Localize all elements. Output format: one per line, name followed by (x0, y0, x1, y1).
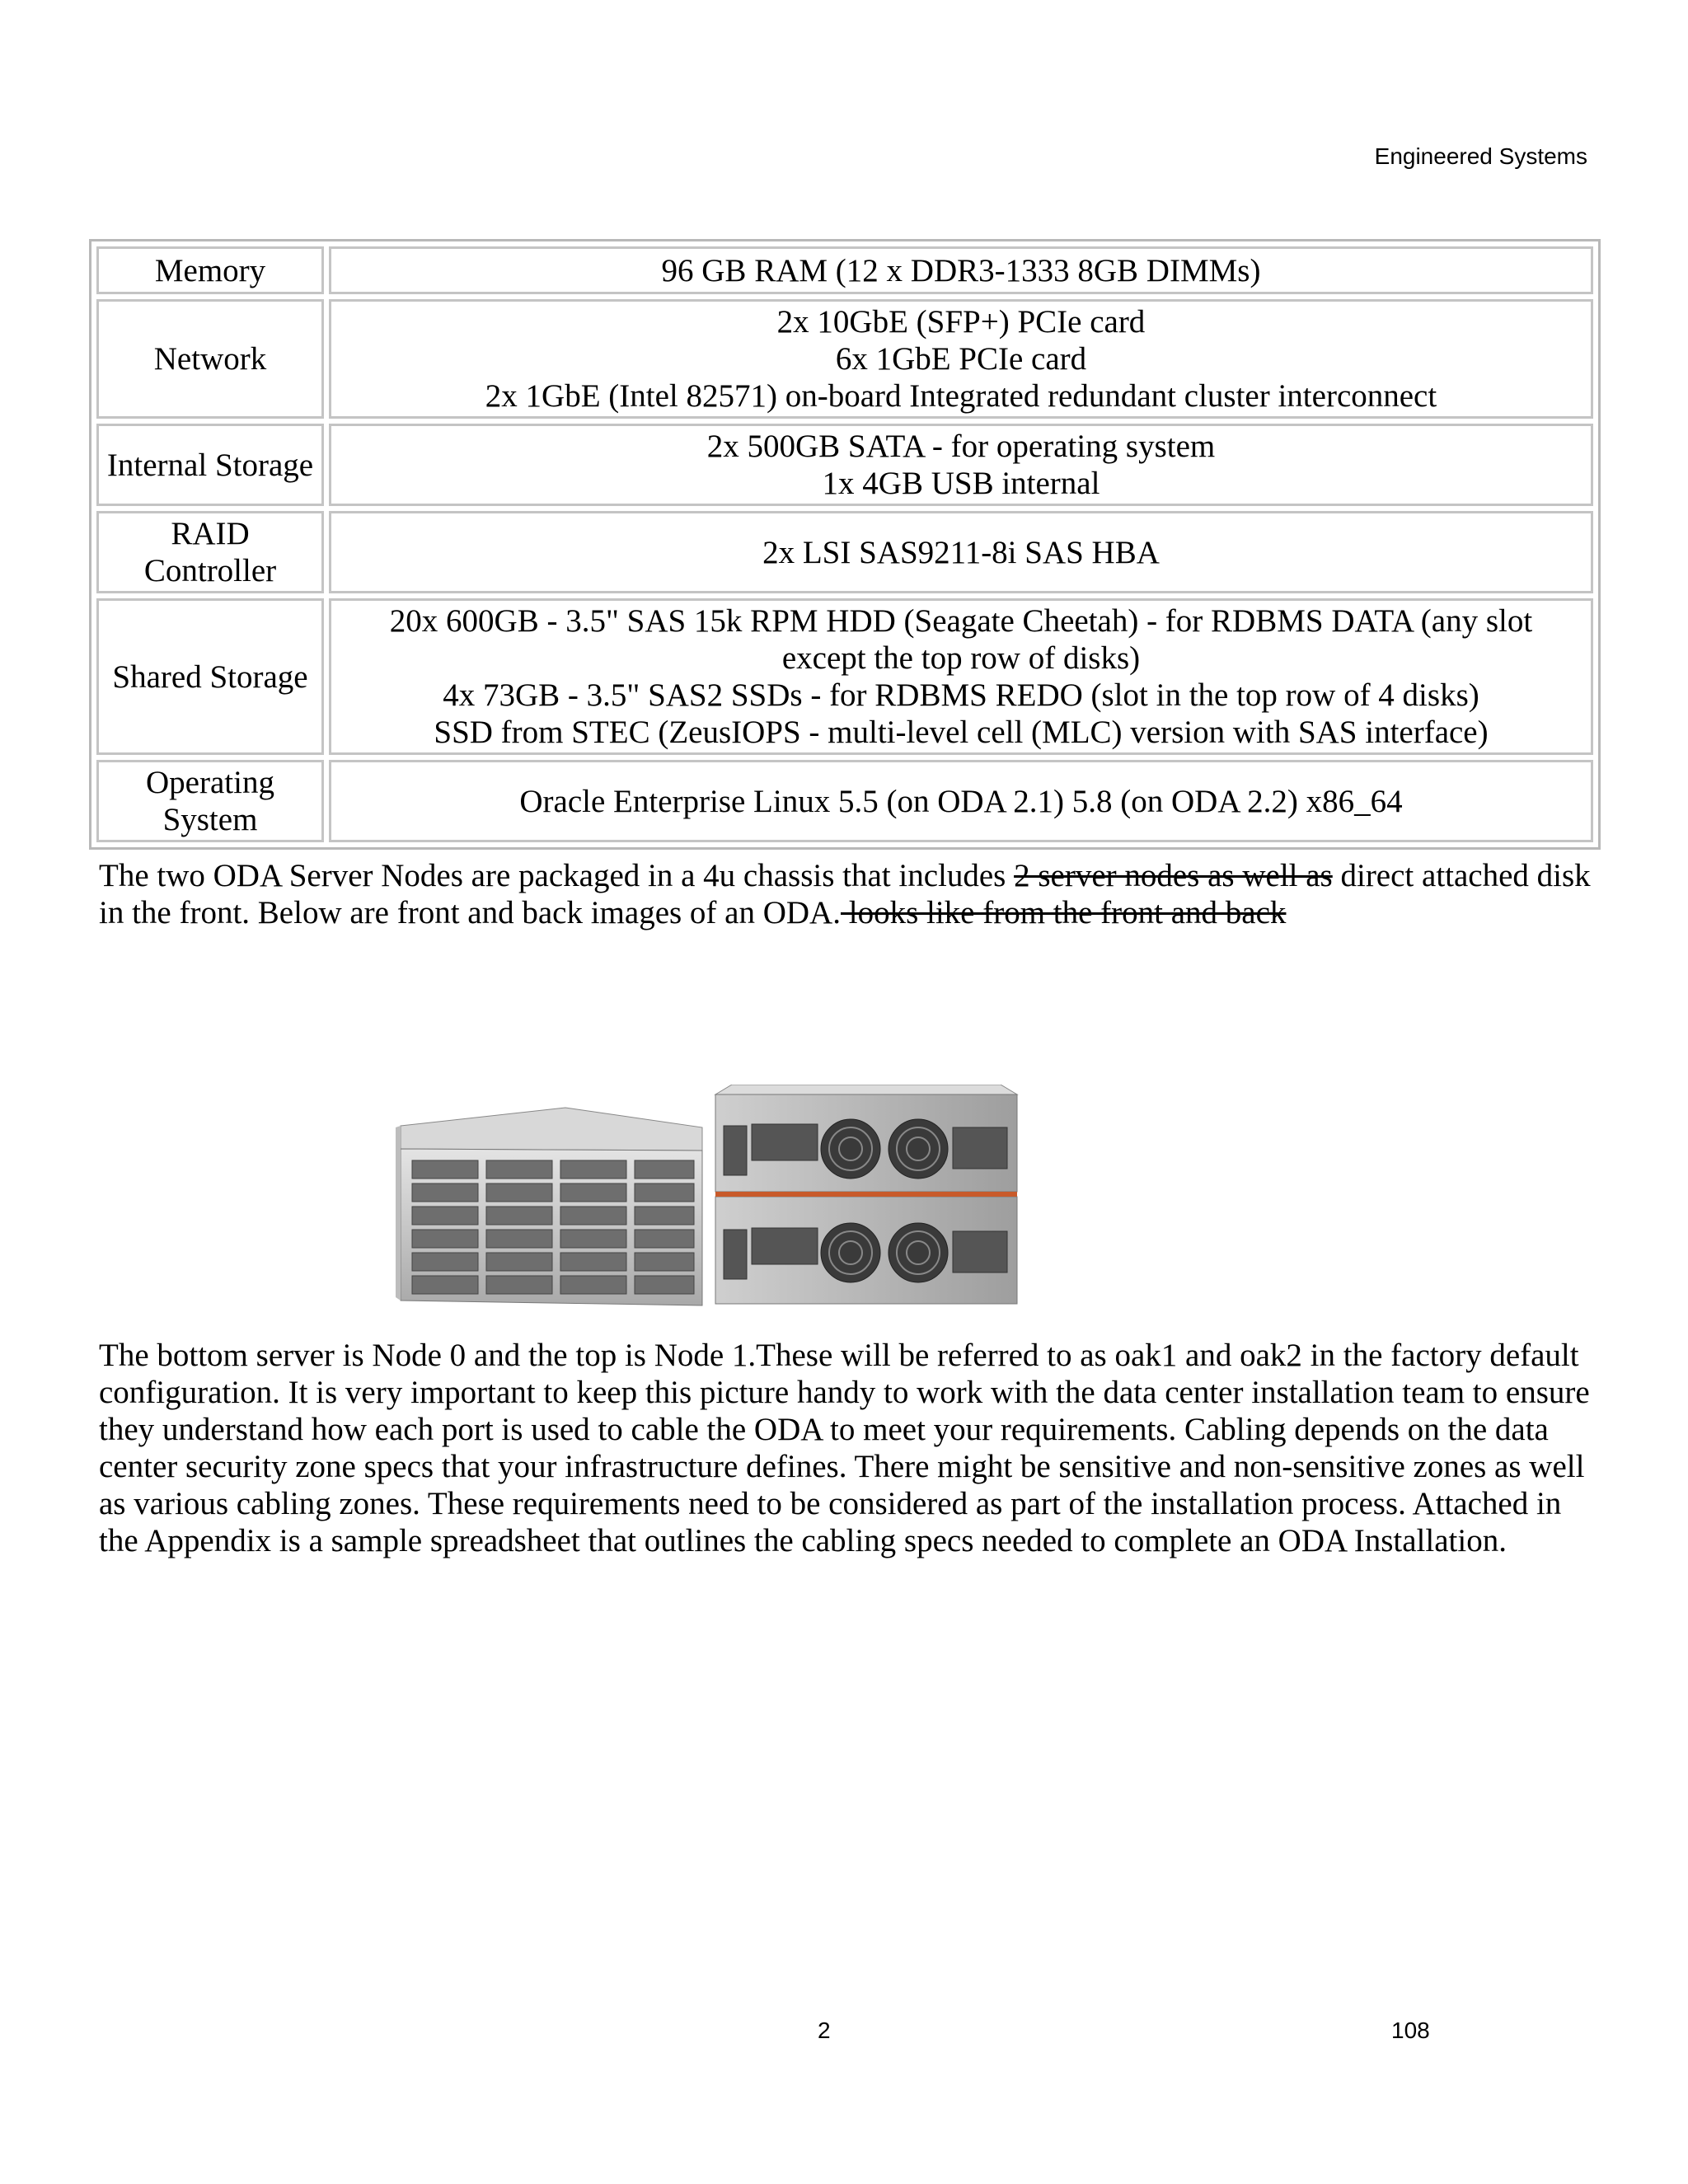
row-label-network: Network (96, 299, 324, 419)
table-row (96, 424, 1593, 506)
table-row (96, 246, 1593, 294)
oda-chassis-photo (396, 1085, 1022, 1315)
row-value-network: 2x 10GbE (SFP+) PCIe card 6x 1GbE PCIe card 2x 1GbE (Intel 82571) on-board Integrated redundant cluster interconnect (329, 299, 1593, 419)
row-label-operating-system: Operating System (96, 760, 324, 842)
row-value-internal-storage: 2x 500GB SATA - for operating system 1x 4GB USB internal (329, 424, 1593, 506)
intro-paragraph (99, 857, 1591, 931)
row-label-internal-storage: Internal Storage (96, 424, 324, 506)
row-value-raid-controller: 2x LSI SAS9211-8i SAS HBA (329, 511, 1593, 593)
spec-table (89, 239, 1601, 850)
row-value-operating-system: Oracle Enterprise Linux 5.5 (on ODA 2.1) 5.8 (on ODA 2.2) x86_64 (329, 760, 1593, 842)
chassis-back (715, 1085, 1017, 1304)
table-row (96, 299, 1593, 419)
row-value-shared-storage: 20x 600GB - 3.5" SAS 15k RPM HDD (Seagate Cheetah) - for RDBMS DATA (any slot except the top row of disks) 4x 73GB - 3.5" SAS2 SSDs - for RDBMS REDO (slot in the top row of 4 disks) SSD from STEC (ZeusIOPS - multi-level cell (MLC) version with SAS interface) (329, 598, 1593, 755)
para-text: The two ODA Server Nodes are packaged in a 4u chassis that includes (99, 858, 1015, 893)
table-row (96, 760, 1593, 842)
page-number-total: 108 (1391, 2018, 1430, 2043)
row-label-raid-controller: RAID Controller (96, 511, 324, 593)
struck-text: 2 server nodes as well as (1014, 858, 1333, 893)
page-number: 2 (818, 2018, 831, 2043)
table-row (96, 511, 1593, 593)
row-value-memory: 96 GB RAM (12 x DDR3-1333 8GB DIMMs) (329, 246, 1593, 294)
chassis-front (396, 1108, 702, 1305)
body-paragraph: The bottom server is Node 0 and the top is Node 1.These will be referred to as oak1 and oak2 in the factory default configuration. It is very important to keep this picture handy to work with the data center installation team to ensure they understand how each port is used to cable the ODA to meet your requirements. Cabling depends on the data center security zone specs that your infrastructure defines. There might be sensitive and non-sensitive zones as well as various cabling zones. These requirements need to be considered as part of the installation process. Attached in the Appendix is a sample spreadsheet that outlines the cabling specs needed to complete an ODA Installation. (99, 1338, 1590, 1558)
para-text: direct attached disk in the front. Below are front and back images of an ODA. (99, 858, 1591, 930)
row-label-shared-storage: Shared Storage (96, 598, 324, 755)
table-row (96, 598, 1593, 755)
row-label-memory: Memory (96, 246, 324, 294)
running-header: Engineered Systems (1374, 143, 1587, 169)
struck-text: looks like from the front and back (840, 895, 1287, 930)
